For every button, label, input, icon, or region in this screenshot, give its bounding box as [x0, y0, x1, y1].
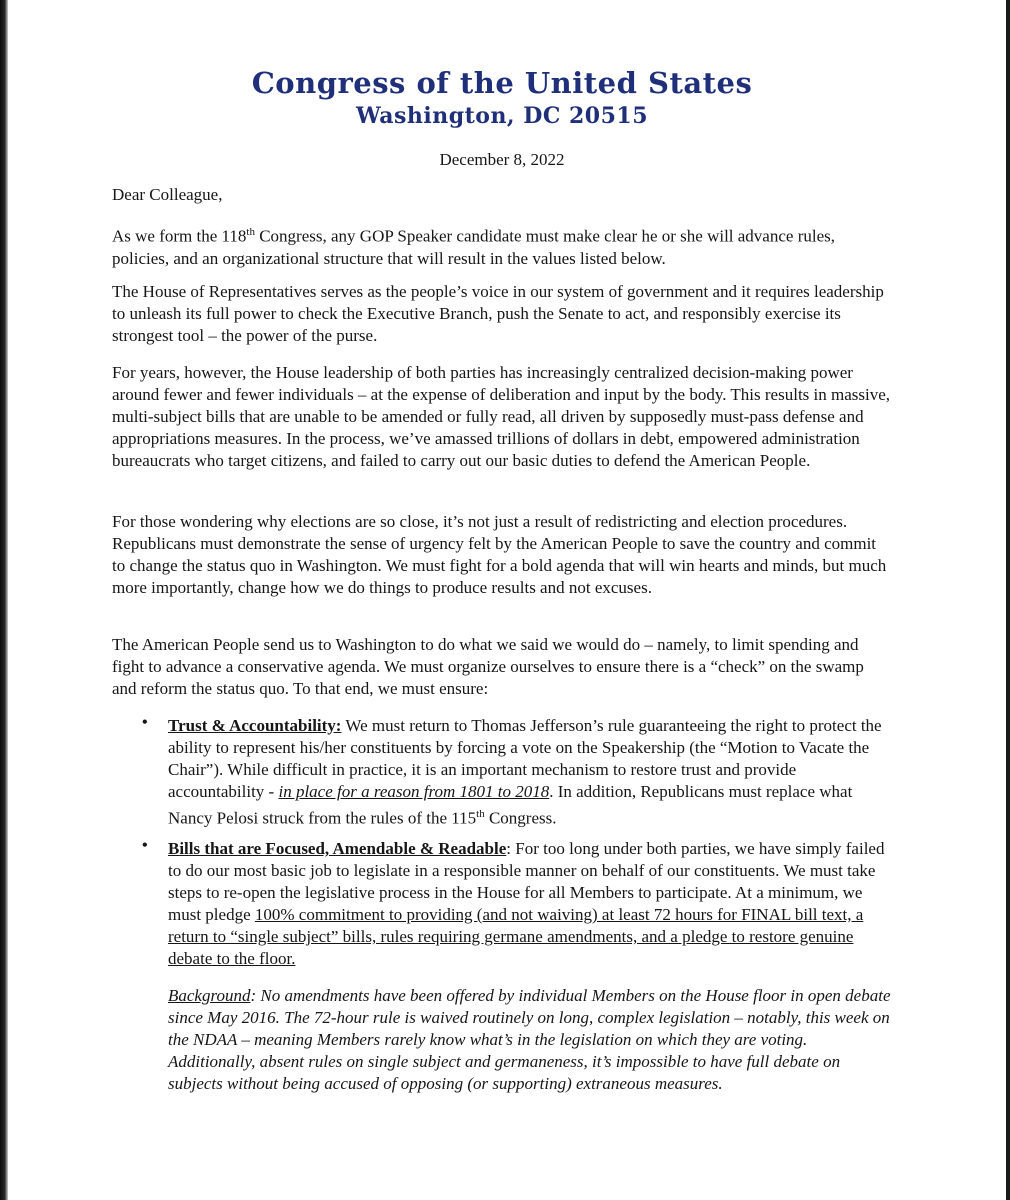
bullet-text: . In addition, Republicans must replace what Nancy Pelosi struck from the rules of the 115: [168, 782, 853, 828]
bullet-underlined-pledge: 100% commitment to providing (and not waiving) at least 72 hours for FINAL bill text, a return to “single subject” bills, rules requiring germane amendments, and a pledge to restore genuine debate to the floor.: [168, 905, 864, 968]
background-note: [168, 985, 892, 1095]
background-label: Background: [168, 986, 251, 1005]
background-text: : No amendments have been offered by individual Members on the House floor in open debate since May 2016. The 72-hour rule is waived routinely on long, complex legislation – notably, this week on the NDAA – meaning Members rarely know what’s in the legislation on which they are voting. Additionally, absent rules on single subject and germaneness, it’s impossible to have full debate on subjects without being accused of opposing (or supporting) extraneous measures.: [168, 986, 891, 1093]
bullet-superscript: th: [476, 808, 485, 820]
bullet-text: : For too long under both parties, we have simply failed to do our most basic job to legislate in a responsible manner on behalf of our constituents. We must take steps to re-open the legislative process in the House for all Members to participate. At a minimum, we must pledge: [168, 839, 885, 924]
letter-page: [112, 0, 892, 1200]
letter-date: December 8, 2022: [439, 150, 565, 169]
paragraph-3: For years, however, the House leadership of both parties has increasingly centralized decision-making power around fewer and fewer individuals – at the expense of deliberation and input by the body. This results in massive, multi-subject bills that are unable to be amended or fully read, all driven by supposedly must-pass defense and appropriations measures. In the process, we’ve amassed trillions of dollars in debt, empowered administration bureaucrats who target citizens, and failed to carry out our basic duties to defend the American People.: [112, 363, 891, 470]
bullet-heading: Trust & Accountability:: [168, 716, 342, 735]
paragraph-1-superscript: th: [246, 226, 255, 238]
bullet-marker: •: [142, 837, 148, 854]
bullet-emphasis: in place for a reason from 1801 to 2018: [278, 782, 550, 801]
bullet-text: We must return to Thomas Jefferson’s rule guaranteeing the right to protect the ability to represent his/her constituents by forcing a vote on the Speakership (the “Motion to Vacate the Chair”). While difficult in practice, it is an important mechanism to restore trust and provide accountability -: [168, 716, 882, 801]
salutation: Dear Colleague,: [112, 185, 223, 204]
paragraph-1: [112, 221, 892, 270]
scan-edge-left: [0, 0, 8, 1200]
scan-edge-right: [1006, 0, 1010, 1200]
bullet-bills-focused: [168, 838, 892, 970]
bullet-heading: Bills that are Focused, Amendable & Readable: [168, 839, 507, 858]
paragraph-1-text-end: Congress, any GOP Speaker candidate must make clear he or she will advance rules, policies, and an organizational structure that will result in the values listed below.: [112, 226, 835, 268]
bullet-trust-accountability: [168, 715, 892, 830]
paragraph-2: The House of Representatives serves as the people’s voice in our system of government and it requires leadership to unleash its full power to check the Executive Branch, push the Senate to act, and responsibly exercise its strongest tool – the power of the purse.: [112, 282, 884, 345]
letterhead-title: Congress of the United States: [251, 66, 753, 100]
paragraph-5: The American People send us to Washington to do what we said we would do – namely, to limit spending and fight to advance a conservative agenda. We must organize ourselves to ensure there is a “check” on the swamp and reform the status quo. To that end, we must ensure:: [112, 635, 864, 698]
bullet-text: Congress.: [484, 808, 557, 828]
letterhead-address: Washington, DC 20515: [355, 103, 649, 129]
paragraph-1-text-start: As we form the 118: [112, 226, 247, 246]
paragraph-4: For those wondering why elections are so close, it’s not just a result of redistricting and election procedures. Republicans must demonstrate the sense of urgency felt by the American People to save the country and commit to change the status quo in Washington. We must fight for a bold agenda that will win hearts and minds, but much more importantly, change how we do things to produce results and not excuses.: [112, 512, 887, 597]
bullet-marker: •: [142, 714, 148, 731]
